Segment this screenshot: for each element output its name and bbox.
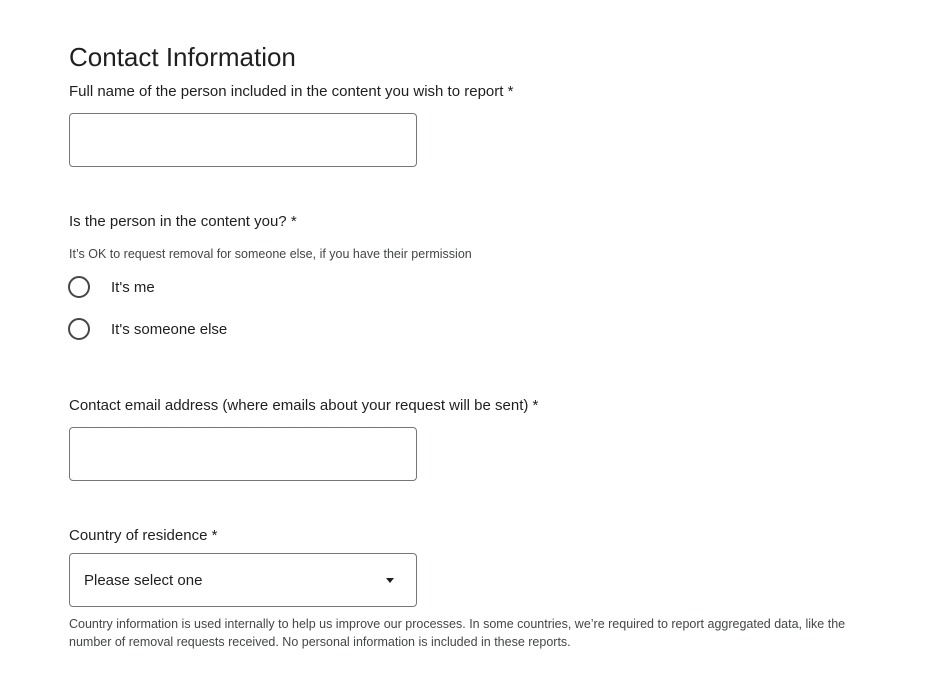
full-name-field[interactable]	[69, 113, 417, 167]
email-input[interactable]	[70, 428, 416, 480]
full-name-input[interactable]	[70, 114, 416, 166]
radio-option-someone-else[interactable]	[68, 318, 227, 340]
radio-button-icon[interactable]	[68, 318, 90, 340]
radio-option-its-me[interactable]	[68, 276, 155, 298]
country-label: Country of residence *	[69, 527, 218, 544]
full-name-label: Full name of the person included in the content you wish to report *	[69, 83, 514, 100]
radio-label: It's someone else	[111, 320, 228, 338]
email-field[interactable]	[69, 427, 417, 481]
is-you-label: Is the person in the content you? *	[69, 213, 297, 230]
dropdown-arrow-icon	[386, 578, 394, 583]
radio-button-icon[interactable]	[68, 276, 90, 298]
is-you-helper: It’s OK to request removal for someone else, if you have their permission	[69, 247, 472, 261]
country-select[interactable]	[69, 553, 417, 607]
country-selected-value: Please select one	[84, 571, 203, 589]
country-note: Country information is used internally to help us improve our processes. In some countries, we’re required to report aggregated data, like the number of removal requests received. No personal information is included in these reports.	[69, 617, 846, 649]
section-title: Contact Information	[69, 42, 296, 72]
radio-label: It's me	[111, 278, 155, 296]
email-label: Contact email address (where emails about your request will be sent) *	[69, 397, 539, 414]
